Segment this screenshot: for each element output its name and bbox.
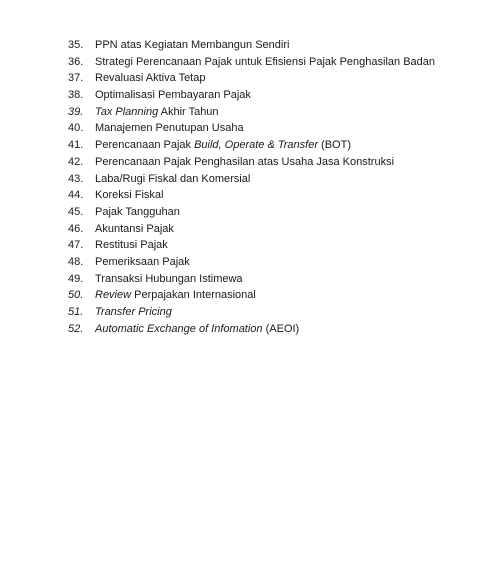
list-item-text <box>95 321 299 338</box>
numbered-topic-list <box>68 37 478 337</box>
text-segment: Laba/Rugi Fiskal dan Komersial <box>95 172 251 185</box>
text-segment: Pemeriksaan Pajak <box>95 255 190 268</box>
text-segment: Restitusi Pajak <box>95 239 168 252</box>
list-item-text <box>95 70 205 87</box>
list-item-number: 37. <box>68 72 84 85</box>
italic-term: Automatic Exchange of Infomation <box>95 322 263 335</box>
list-item-number: 41. <box>68 139 84 152</box>
list-item <box>68 37 478 54</box>
list-item <box>68 287 478 304</box>
list-item <box>68 321 478 338</box>
text-segment: Akhir Tahun <box>158 105 219 118</box>
italic-term: Transfer Pricing <box>95 306 172 318</box>
list-item <box>68 154 478 171</box>
list-item-number: 44. <box>68 189 84 202</box>
list-item-text <box>95 171 250 188</box>
list-item <box>68 54 478 71</box>
text-segment: Strategi Perencanaan Pajak untuk Efisiensi Pajak Penghasilan Badan <box>95 55 436 68</box>
text-segment: Akuntansi Pajak <box>95 222 174 235</box>
list-item-number: 38. <box>68 89 84 102</box>
text-segment: (BOT) <box>317 139 351 152</box>
list-item <box>68 254 478 271</box>
text-segment: Manajemen Penutupan Usaha <box>95 122 244 135</box>
list-item-text <box>95 204 180 221</box>
list-item-number: 35. <box>68 39 84 51</box>
list-item-number: 36. <box>68 55 84 68</box>
list-item <box>68 87 478 104</box>
text-segment: Perencanaan Pajak Penghasilan atas Usaha Jasa Konstruksi <box>95 155 395 168</box>
list-item-text <box>95 287 256 304</box>
list-item <box>68 271 478 288</box>
list-item-text <box>95 54 435 71</box>
list-item-text <box>95 154 394 171</box>
list-item-number: 50. <box>68 289 84 302</box>
list-item-number: 49. <box>68 272 84 285</box>
list-item-number: 48. <box>68 255 84 268</box>
list-item <box>68 171 478 188</box>
list-item <box>68 204 478 221</box>
text-segment: (AEOI) <box>262 322 300 335</box>
list-item-number: 43. <box>68 172 84 185</box>
italic-term: Review <box>95 289 132 302</box>
list-item-text <box>95 254 190 271</box>
list-item-number: 45. <box>68 205 84 218</box>
text-segment: Transaksi Hubungan Istimewa <box>95 272 243 285</box>
list-item-number: 39. <box>68 105 84 118</box>
list-item-number: 42. <box>68 155 84 168</box>
text-segment: Perencanaan Pajak <box>95 139 195 152</box>
list-item-text <box>95 271 243 288</box>
list-item <box>68 104 478 121</box>
italic-term: Build, Operate & Transfer <box>194 139 318 152</box>
list-item-text <box>95 120 244 137</box>
text-segment: Perpajakan Internasional <box>131 289 256 302</box>
list-item <box>68 221 478 238</box>
text-segment: Revaluasi Aktiva Tetap <box>95 72 206 85</box>
list-item-number: 40. <box>68 122 84 135</box>
list-item-number: 51. <box>68 306 84 318</box>
list-item-text <box>95 237 168 254</box>
list-item-text <box>95 87 251 104</box>
list-item <box>68 187 478 204</box>
list-item <box>68 120 478 137</box>
list-item-text <box>95 221 174 238</box>
list-item-number: 46. <box>68 222 84 235</box>
list-item <box>68 137 478 154</box>
list-item-text <box>95 137 351 154</box>
list-item-number: 52. <box>68 322 84 335</box>
list-item <box>68 70 478 87</box>
list-item-text <box>95 37 289 54</box>
list-item <box>68 237 478 254</box>
text-segment: Pajak Tangguhan <box>95 205 180 218</box>
list-item-text <box>95 304 172 321</box>
list-item-number: 47. <box>68 239 84 252</box>
list-item <box>68 304 478 321</box>
list-item-text <box>95 104 219 121</box>
text-segment: PPN atas Kegiatan Membangun Sendiri <box>95 39 290 51</box>
text-segment: Koreksi Fiskal <box>95 189 164 202</box>
italic-term: Tax Planning <box>95 105 159 118</box>
text-segment: Optimalisasi Pembayaran Pajak <box>95 89 251 102</box>
list-item-text <box>95 187 163 204</box>
